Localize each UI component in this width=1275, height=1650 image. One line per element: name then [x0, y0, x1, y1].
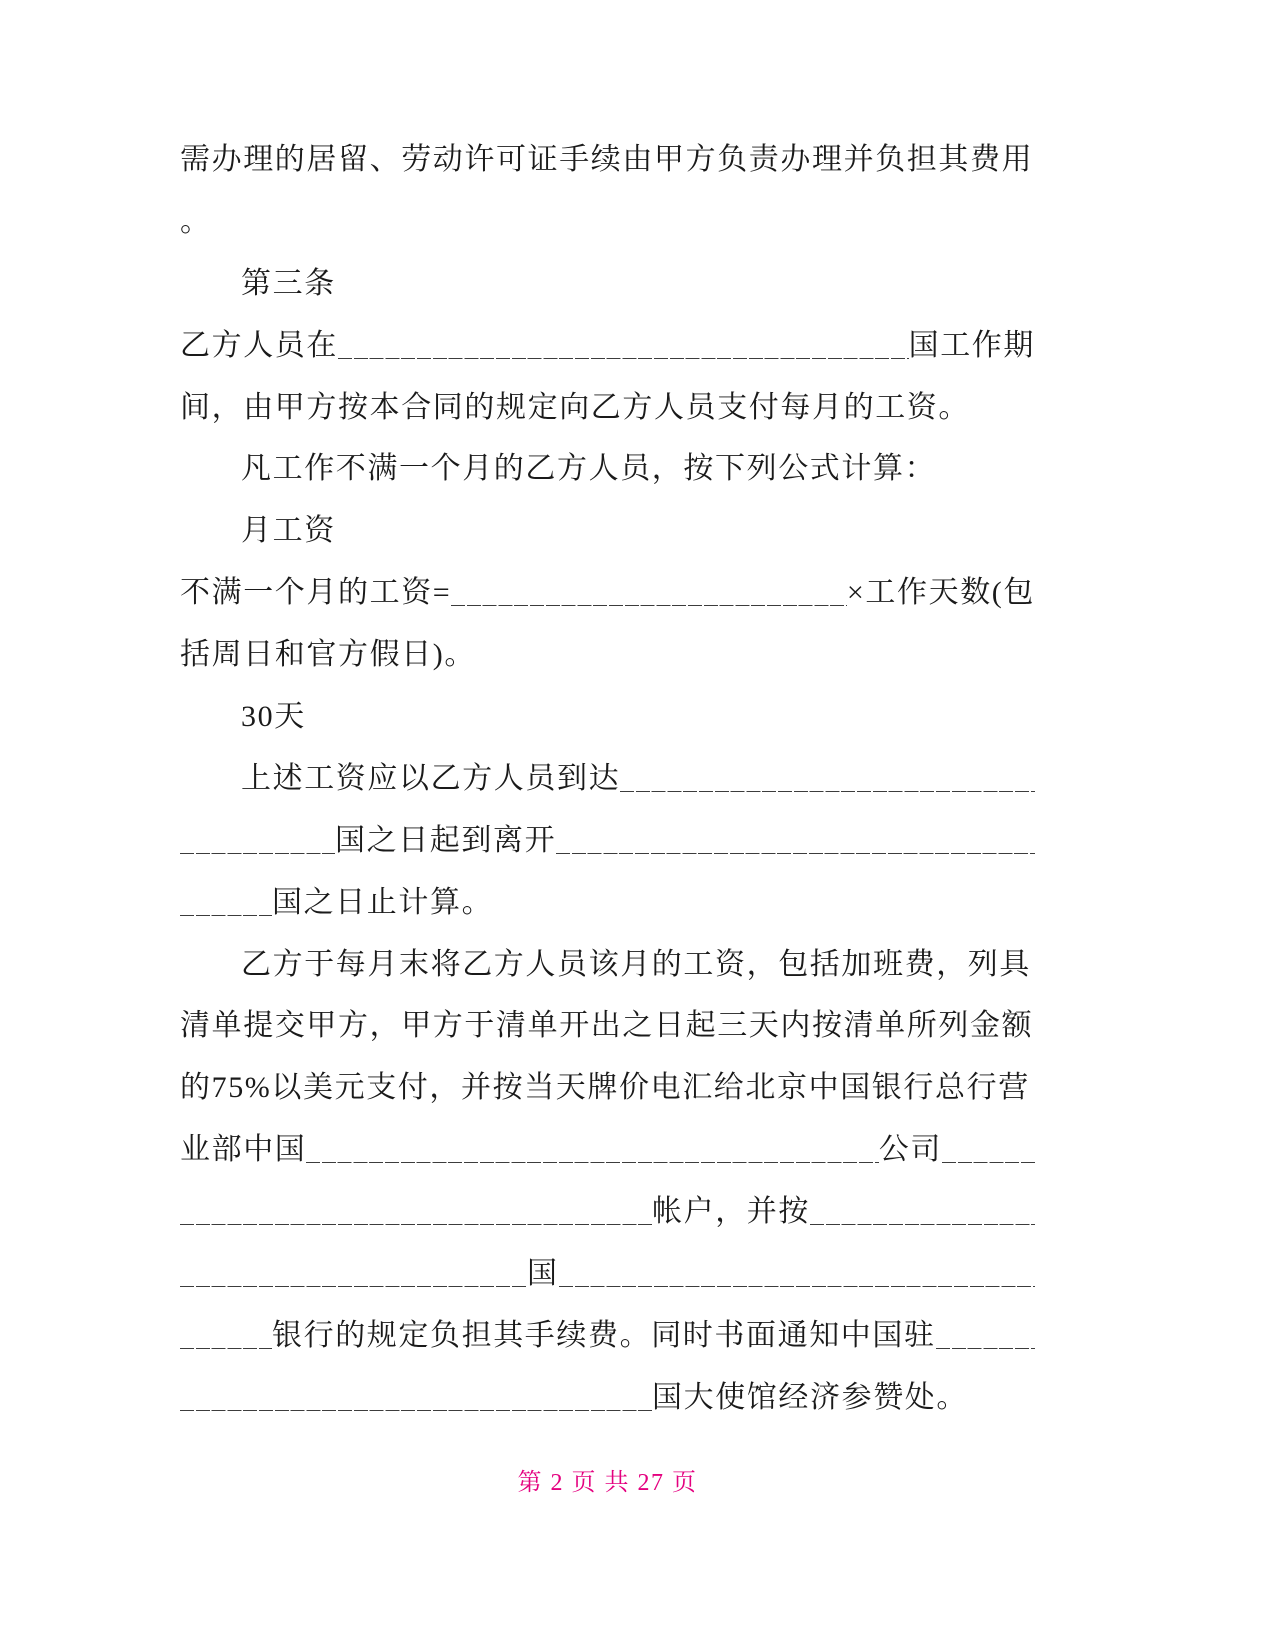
- text-line: [180, 624, 1035, 686]
- formula-line: [180, 686, 1035, 748]
- line-text: 凡工作不满一个月的乙方人员，按下列公式计算：: [241, 452, 937, 486]
- fill-in-blank: [180, 1385, 652, 1411]
- fill-in-blank: [559, 1261, 1035, 1287]
- text-line: [180, 377, 1035, 439]
- line-text: 的75%以美元支付，并按当天牌价电汇给北京中国银行总行营: [180, 1071, 1030, 1105]
- text-line: [180, 315, 1035, 377]
- fill-in-blank: [942, 1137, 1035, 1163]
- fill-in-blank: [810, 1199, 1035, 1225]
- line-text: 国: [527, 1256, 559, 1290]
- fill-in-blank: [180, 890, 272, 916]
- text-line: [180, 438, 1035, 500]
- line-text: 需办理的居留、劳动许可证手续由甲方负责办理并负担其费用: [180, 142, 1034, 176]
- line-text: 。: [180, 204, 212, 238]
- line-text: 括周日和官方假日)。: [180, 638, 476, 672]
- text-line: [180, 1367, 1035, 1429]
- article-heading: 第三条: [241, 266, 336, 300]
- line-text: 清单提交甲方，甲方于清单开出之日起三天内按清单所列金额: [180, 1009, 1034, 1043]
- fill-in-blank: [338, 333, 909, 359]
- fill-in-blank: [180, 828, 335, 854]
- line-text: 国大使馆经济参赞处。: [652, 1380, 968, 1414]
- formula-denominator: 30天: [241, 699, 306, 733]
- text-line: [180, 1243, 1035, 1305]
- line-text: 国之日起到离开: [335, 823, 557, 857]
- fill-in-blank: [451, 580, 847, 606]
- fill-in-blank: [306, 1137, 878, 1163]
- text-line: [180, 1057, 1035, 1119]
- formula-numerator: 月工资: [241, 514, 336, 548]
- line-text: 上述工资应以乙方人员到达: [241, 761, 621, 795]
- line-text: 不满一个月的工资=: [180, 576, 452, 610]
- text-line: [180, 191, 1035, 253]
- fill-in-blank: [180, 1261, 527, 1287]
- line-text: 间，由甲方按本合同的规定向乙方人员支付每月的工资。: [180, 390, 970, 424]
- text-line: [180, 1305, 1035, 1367]
- line-text: 国之日止计算。: [272, 885, 494, 919]
- line-text: 银行的规定负担其手续费。同时书面通知中国驻: [272, 1318, 936, 1352]
- line-text: 乙方于每月末将乙方人员该月的工资，包括加班费，列具: [241, 947, 1031, 981]
- text-line: [180, 810, 1035, 872]
- fill-in-blank: [180, 1323, 272, 1349]
- fill-in-blank: [936, 1323, 1035, 1349]
- line-text: 乙方人员在: [180, 328, 338, 362]
- text-line: [180, 934, 1035, 996]
- text-line: [180, 995, 1035, 1057]
- text-line: [180, 1119, 1035, 1181]
- line-text: 国工作期: [908, 328, 1035, 362]
- contract-body: [180, 129, 1035, 1429]
- line-text: 公司: [878, 1133, 942, 1167]
- text-line: [180, 872, 1035, 934]
- line-text: 业部中国: [180, 1133, 307, 1167]
- formula-line: [180, 500, 1035, 562]
- page-number-footer: 第 2 页 共 27 页: [517, 1470, 698, 1496]
- formula-line: [180, 562, 1035, 624]
- line-text: 帐户，并按: [652, 1195, 810, 1229]
- fill-in-blank: [180, 1199, 652, 1225]
- fill-in-blank: [620, 766, 1035, 792]
- text-line: [180, 129, 1035, 191]
- article-heading-line: [180, 253, 1035, 315]
- line-text: ×工作天数(包: [846, 576, 1035, 610]
- text-line: [180, 1181, 1035, 1243]
- fill-in-blank: [556, 828, 1035, 854]
- text-line: [180, 748, 1035, 810]
